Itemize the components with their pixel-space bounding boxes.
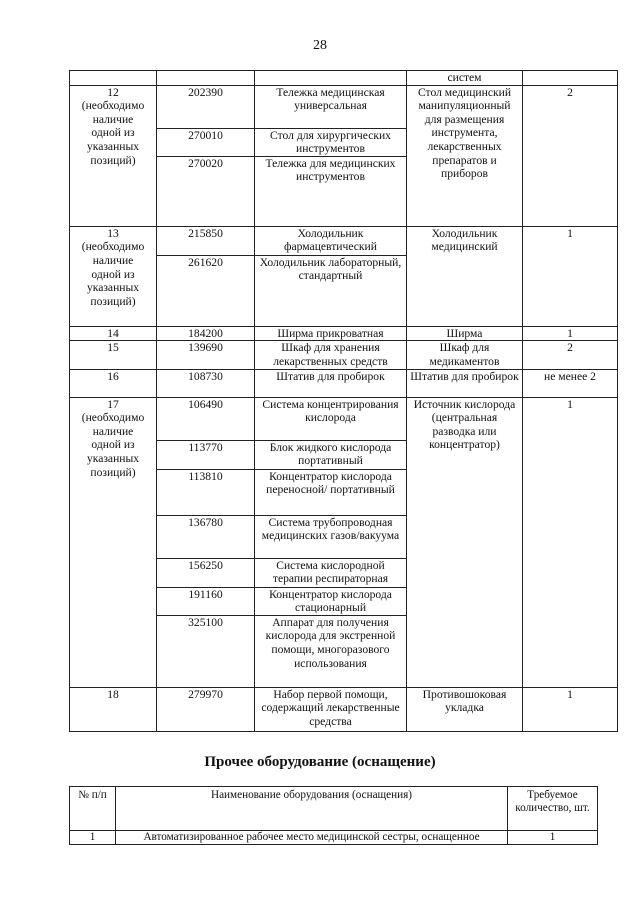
item-name-cell: Концентратор кислорода стационарный (255, 587, 407, 615)
item-name-cell: Штатив для пробирок (255, 369, 407, 397)
table-row (70, 226, 618, 255)
row-number-cell: 16 (70, 369, 157, 397)
group-name-cell: Ширма (407, 326, 523, 341)
section-title: Прочее оборудование (оснащение) (204, 754, 436, 770)
row-number-cell: 13 (необходимо наличие одной из указанных позиций) (70, 226, 157, 326)
quantity-cell: 1 (508, 831, 598, 845)
code-cell: 136780 (157, 515, 255, 558)
code-cell: 202390 (157, 85, 255, 128)
item-name-cell: Тележка для медицинских инструментов (255, 156, 407, 226)
other-equipment-table (69, 786, 598, 845)
row-number-cell: 14 (70, 326, 157, 341)
quantity-cell: не менее 2 (523, 369, 618, 397)
equipment-table (69, 70, 618, 732)
table-row (70, 71, 618, 86)
item-name-cell: Концентратор кислорода переносной/ портативный (255, 469, 407, 515)
code-cell: 270020 (157, 156, 255, 226)
item-name-cell: Тележка медицинская универсальная (255, 85, 407, 128)
header-qty: Требуемое количество, шт. (508, 787, 598, 831)
code-cell: 184200 (157, 326, 255, 341)
table-row (70, 831, 598, 845)
code-cell: 113770 (157, 440, 255, 469)
item-name-cell: Холодильник фармацевтический (255, 226, 407, 255)
code-cell: 108730 (157, 369, 255, 397)
item-name-cell: Автоматизированное рабочее место медицинской сестры, оснащенное (116, 831, 508, 845)
group-name-cell: Шкаф для медикаментов (407, 341, 523, 369)
quantity-cell: 1 (523, 226, 618, 326)
row-number-cell: 12 (необходимо наличие одной из указанных позиций) (70, 85, 157, 226)
quantity-cell: 1 (523, 326, 618, 341)
code-cell: 215850 (157, 226, 255, 255)
group-name-cell: Штатив для пробирок (407, 369, 523, 397)
quantity-cell: 1 (523, 687, 618, 731)
table-header-row (70, 787, 598, 831)
table-row (70, 85, 618, 128)
header-name: Наименование оборудования (оснащения) (116, 787, 508, 831)
code-cell: 279970 (157, 687, 255, 731)
item-name-cell: Холодильник лабораторный, стандартный (255, 255, 407, 326)
group-name-cell: Холодильник медицинский (407, 226, 523, 326)
code-cell: 261620 (157, 255, 255, 326)
header-num: № п/п (70, 787, 116, 831)
item-name-cell: Набор первой помощи, содержащий лекарственные средства (255, 687, 407, 731)
item-name-cell: Блок жидкого кислорода портативный (255, 440, 407, 469)
group-name-cell: Стол медицинский манипуляционный для размещения инструмента, лекарственных препаратов и приборов (407, 85, 523, 226)
quantity-cell: 2 (523, 85, 618, 226)
table-row (70, 687, 618, 731)
group-name-cell: Источник кислорода (центральная разводка или концентратор) (407, 397, 523, 687)
page-number: 28 (313, 38, 327, 53)
item-name-cell: Аппарат для получения кислорода для экстренной помощи, многоразового использования (255, 615, 407, 687)
code-cell: 191160 (157, 587, 255, 615)
group-name-cell: Противошоковая укладка (407, 687, 523, 731)
table-row (70, 326, 618, 341)
code-cell: 270010 (157, 128, 255, 156)
item-name-cell: Система концентрирования кислорода (255, 397, 407, 440)
row-number-cell: 1 (70, 831, 116, 845)
item-name-cell: Стол для хирургических инструментов (255, 128, 407, 156)
item-name-cell: Шкаф для хранения лекарственных средств (255, 341, 407, 369)
item-name-cell: Система кислородной терапии респираторная (255, 558, 407, 587)
table-row (70, 369, 618, 397)
code-cell: 325100 (157, 615, 255, 687)
row-number-cell: 18 (70, 687, 157, 731)
quantity-cell: 2 (523, 341, 618, 369)
code-cell: 106490 (157, 397, 255, 440)
table-row (70, 341, 618, 369)
row-number-cell: 15 (70, 341, 157, 369)
item-name-cell: Ширма прикроватная (255, 326, 407, 341)
row-number-cell: 17 (необходимо наличие одной из указанных позиций) (70, 397, 157, 687)
quantity-cell: 1 (523, 397, 618, 687)
code-cell: 139690 (157, 341, 255, 369)
code-cell: 156250 (157, 558, 255, 587)
table-row (70, 397, 618, 440)
group-name-cell: систем (407, 71, 523, 86)
code-cell: 113810 (157, 469, 255, 515)
item-name-cell: Система трубопроводная медицинских газов/вакуума (255, 515, 407, 558)
